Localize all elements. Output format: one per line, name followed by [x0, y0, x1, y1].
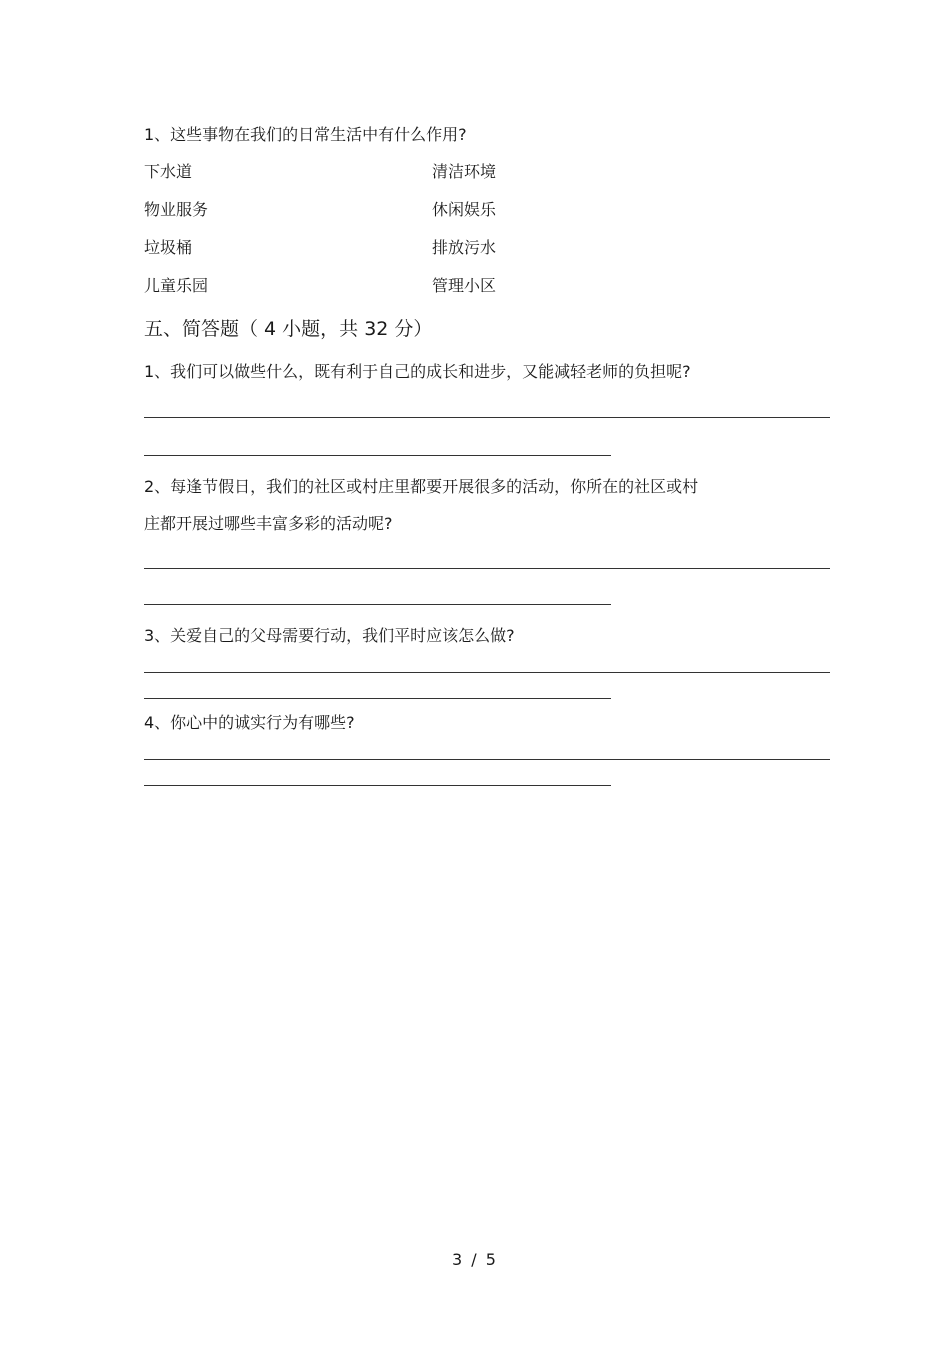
- question-matching-prompt: 1、这些事物在我们的日常生活中有什么作用?: [144, 125, 467, 144]
- match-left-item-3: 垃圾桶: [144, 238, 193, 257]
- match-right-item-2: 休闲娱乐: [432, 200, 497, 219]
- answer-line[interactable]: [144, 568, 830, 569]
- answer-line[interactable]: [144, 785, 611, 786]
- match-left-item-4: 儿童乐园: [144, 276, 209, 295]
- question-3-text: 3、关爱自己的父母需要行动，我们平时应该怎么做?: [144, 626, 515, 645]
- answer-line[interactable]: [144, 604, 611, 605]
- answer-line[interactable]: [144, 759, 830, 760]
- page-number: 3 / 5: [452, 1250, 498, 1269]
- answer-line[interactable]: [144, 417, 830, 418]
- match-right-item-4: 管理小区: [432, 276, 497, 295]
- answer-line[interactable]: [144, 672, 830, 673]
- question-4-text: 4、你心中的诚实行为有哪些?: [144, 713, 355, 732]
- question-2-text-line-1: 2、每逢节假日，我们的社区或村庄里都要开展很多的活动，你所在的社区或村: [144, 477, 699, 496]
- answer-line[interactable]: [144, 698, 611, 699]
- match-right-item-3: 排放污水: [432, 238, 497, 257]
- answer-line[interactable]: [144, 455, 611, 456]
- match-left-item-2: 物业服务: [144, 200, 209, 219]
- question-2-text-line-2: 庄都开展过哪些丰富多彩的活动呢?: [144, 514, 393, 533]
- question-1-text: 1、我们可以做些什么，既有利于自己的成长和进步，又能减轻老师的负担呢?: [144, 362, 691, 381]
- match-right-item-1: 清洁环境: [432, 162, 497, 181]
- section-title: 五、简答题（ 4 小题，共 32 分）: [144, 318, 433, 340]
- match-left-item-1: 下水道: [144, 162, 193, 181]
